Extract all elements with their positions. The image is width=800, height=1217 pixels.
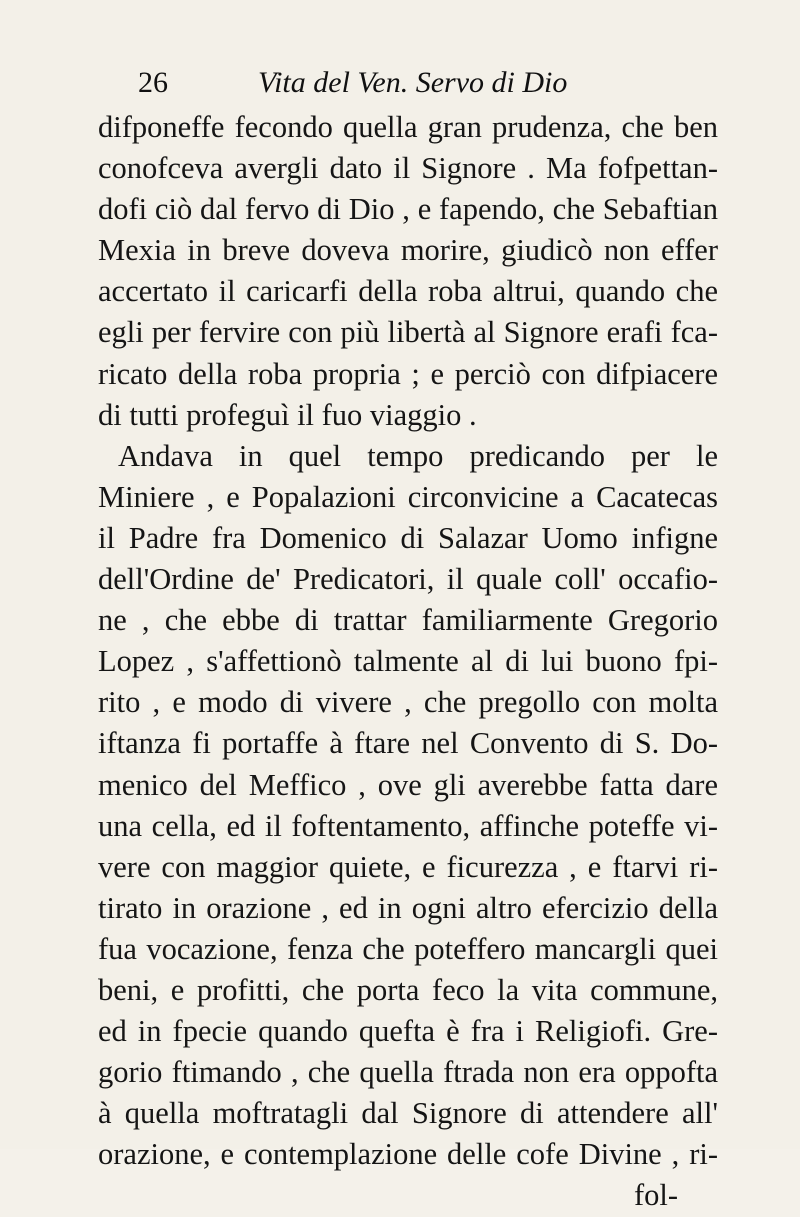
text-line: Miniere , e Popalazioni circonvicine a Cacatecas (98, 479, 718, 514)
text-line: ricato della roba propria ; e perciò con difpiacere (98, 356, 718, 391)
text-line: menico del Meffico , ove gli averebbe fatta dare (98, 767, 718, 802)
text-line: orazione, e contemplazione delle cofe Divine , ri- (98, 1137, 718, 1172)
text-line: difponeffe fecondo quella gran prudenza, che ben (98, 110, 718, 144)
page-number: 26 (138, 66, 168, 99)
catchword: fol- (633, 1178, 678, 1213)
text-line: beni, e profitti, che porta feco la vita commune, (98, 972, 718, 1007)
text-line: vere con maggior quiete, e ficurezza , e ftarvi ri- (98, 849, 718, 884)
text-line: una cella, ed il foftentamento, affinche poteffe vi- (98, 808, 718, 843)
body-text (98, 107, 718, 1217)
running-head (138, 66, 708, 106)
text-line: di tutti profeguì il fuo viaggio . (98, 397, 477, 432)
text-line: ed in fpecie quando quefta è fra i Religiofi. Gre- (98, 1014, 718, 1049)
text-line: tirato in orazione , ed in ogni altro efercizio della (98, 890, 718, 925)
text-line: rito , e modo di vivere , che pregollo con molta (98, 685, 718, 720)
text-line: dell'Ordine de' Predicatori, il quale coll' occafio- (98, 562, 718, 597)
text-line: egli per fervire con più libertà al Signore erafi fca- (98, 315, 718, 350)
text-line: fua vocazione, fenza che poteffero mancargli quei (98, 931, 718, 966)
text-line-paragraph-start: Andava in quel tempo predicando per le (118, 438, 718, 473)
text-line: dofi ciò dal fervo di Dio , e fapendo, che Sebaftian (98, 192, 718, 227)
text-line: ne , che ebbe di trattar familiarmente Gregorio (98, 603, 718, 638)
text-line: il Padre fra Domenico di Salazar Uomo infigne (98, 520, 718, 555)
text-line: Lopez , s'affettionò talmente al di lui buono fpi- (98, 644, 718, 679)
text-line: iftanza fi portaffe à ftare nel Convento di S. Do- (98, 726, 718, 761)
text-line: à quella moftratagli dal Signore di attendere all' (98, 1096, 718, 1131)
text-line: accertato il caricarfi della roba altrui, quando che (98, 274, 718, 309)
running-title: Vita del Ven. Servo di Dio (258, 66, 568, 99)
text-line: Mexia in breve doveva morire, giudicò non effer (98, 233, 718, 268)
text-line: conofceva avergli dato il Signore . Ma fofpettan- (98, 151, 718, 186)
text-line: gorio ftimando , che quella ftrada non era oppofta (98, 1055, 718, 1090)
